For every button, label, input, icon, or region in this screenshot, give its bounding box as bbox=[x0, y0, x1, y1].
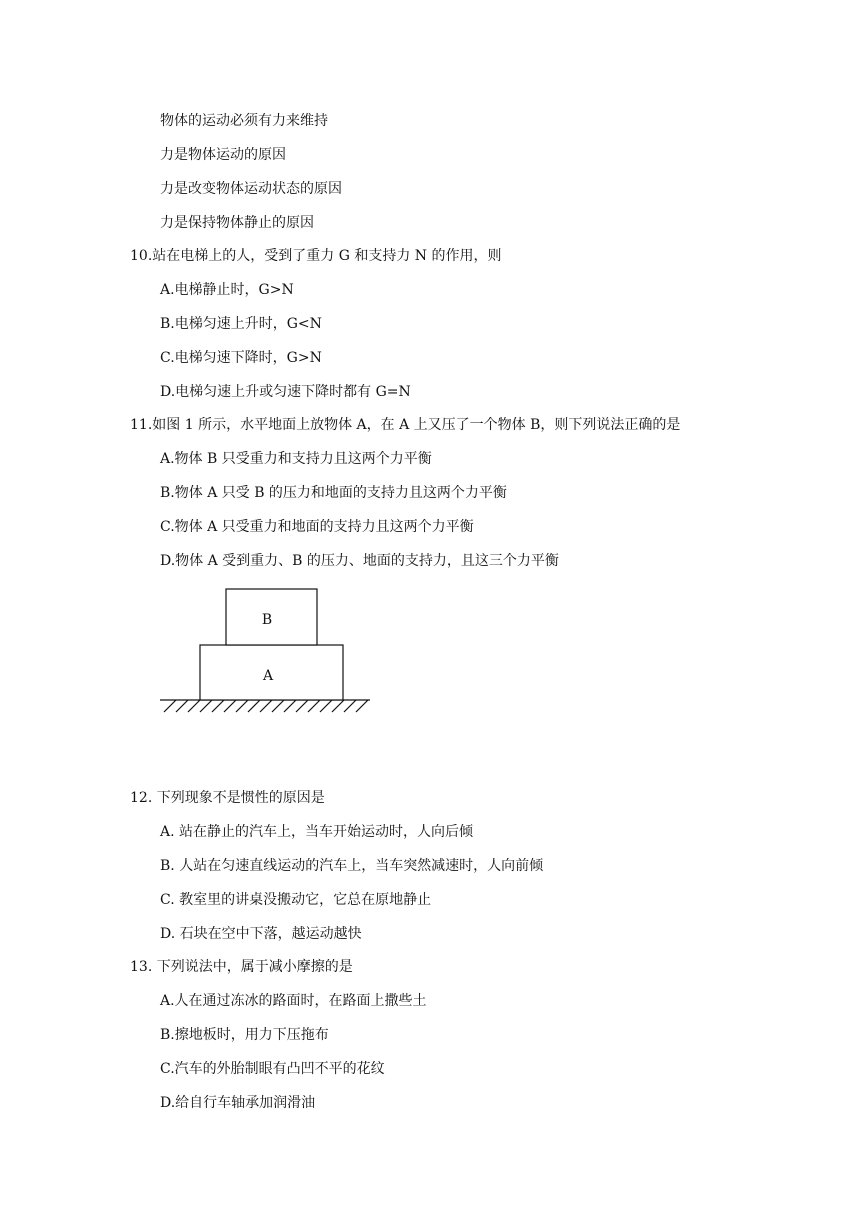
q13-option-b: B.擦地板时，用力下压拖布 bbox=[160, 1027, 329, 1043]
ground-hatching bbox=[160, 700, 370, 712]
q12-option-d: D. 石块在空中下落，越运动越快 bbox=[160, 926, 362, 942]
q9-option-2: 力是物体运动的原因 bbox=[160, 147, 286, 163]
q11-stem: 11.如图 1 所示，水平地面上放物体 A，在 A 上又压了一个物体 B，则下列说法正确的是 bbox=[130, 417, 681, 433]
q10-option-d: D.电梯匀速上升或匀速下降时都有 G=N bbox=[160, 384, 411, 400]
q11-option-d: D.物体 A 受到重力、B 的压力、地面的支持力，且这三个力平衡 bbox=[160, 553, 559, 569]
block-a-label: A bbox=[262, 668, 274, 684]
block-b-label: B bbox=[261, 612, 273, 628]
q10-option-c: C.电梯匀速下降时，G>N bbox=[160, 350, 322, 366]
q10-option-b: B.电梯匀速上升时，G<N bbox=[160, 316, 322, 332]
q10-stem: 10.站在电梯上的人，受到了重力 G 和支持力 N 的作用，则 bbox=[130, 248, 502, 264]
q13-option-a: A.人在通过冻冰的路面时，在路面上撒些土 bbox=[160, 993, 427, 1009]
q13-option-d: D.给自行车轴承加润滑油 bbox=[160, 1095, 316, 1111]
q12-stem: 12. 下列现象不是惯性的原因是 bbox=[130, 790, 325, 806]
q12-option-c: C. 教室里的讲桌没搬动它，它总在原地静止 bbox=[160, 892, 432, 908]
q11-option-b: B.物体 A 只受 B 的压力和地面的支持力且这两个力平衡 bbox=[160, 485, 507, 501]
q13-option-c: C.汽车的外胎制眼有凸凹不平的花纹 bbox=[160, 1061, 385, 1077]
q13-stem: 13. 下列说法中，属于减小摩擦的是 bbox=[130, 959, 353, 975]
q11-option-a: A.物体 B 只受重力和支持力且这两个力平衡 bbox=[160, 451, 432, 467]
q12-option-b: B. 人站在匀速直线运动的汽车上，当车突然减速时，人向前倾 bbox=[160, 858, 544, 874]
q9-option-3: 力是改变物体运动状态的原因 bbox=[160, 181, 342, 197]
figure-blocks-diagram bbox=[156, 584, 376, 720]
q9-option-4: 力是保持物体静止的原因 bbox=[160, 215, 314, 231]
q11-option-c: C.物体 A 只受重力和地面的支持力且这两个力平衡 bbox=[160, 519, 474, 535]
q9-option-1: 物体的运动必须有力来维持 bbox=[160, 113, 328, 129]
q12-option-a: A. 站在静止的汽车上，当车开始运动时，人向后倾 bbox=[160, 824, 474, 840]
q10-option-a: A.电梯静止时，G>N bbox=[160, 282, 294, 298]
